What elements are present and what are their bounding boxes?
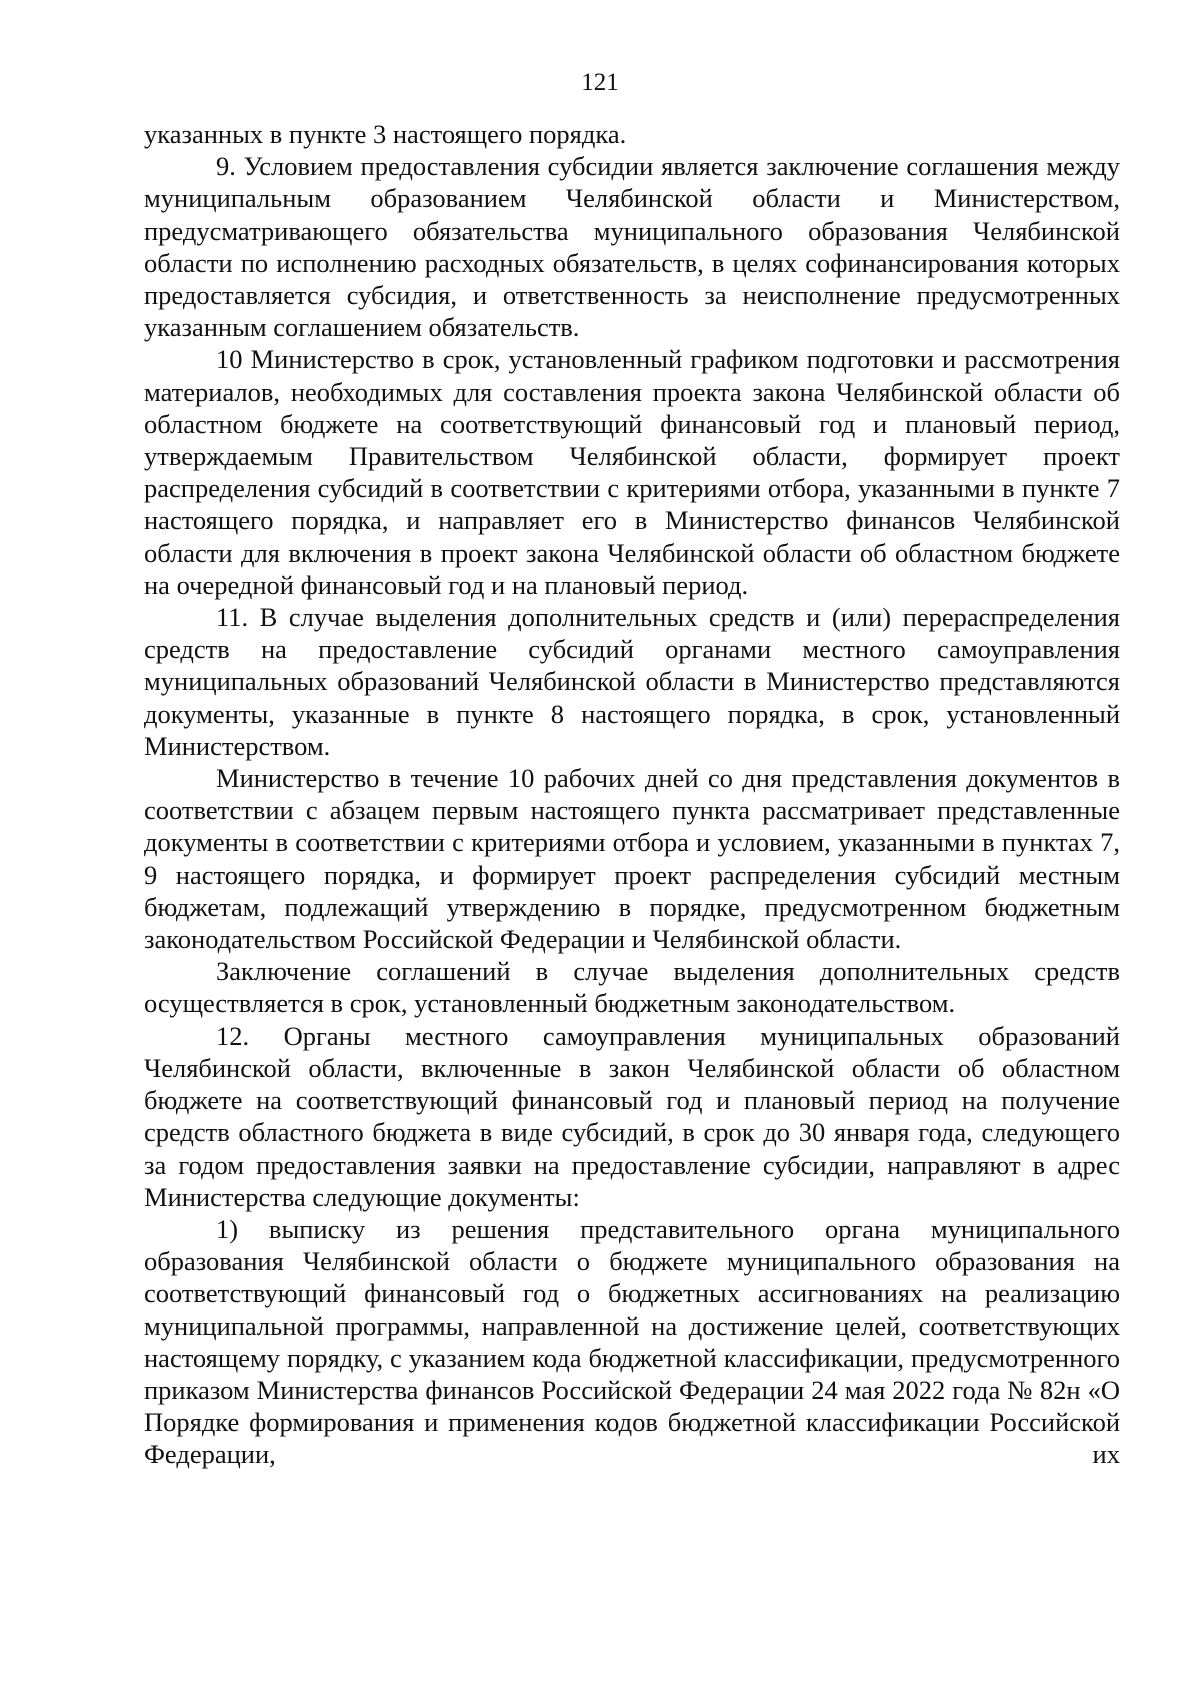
paragraph-item-11: 11. В случае выделения дополнительных средств и (или) перераспределения средств на предоставление субсидий органами местного самоуправления муниципальных образований Челябинской области в Министерство представляются документы, указанные в пункте 8 настоящего порядка, в срок, установленный Министерством. (144, 602, 1120, 761)
paragraph-continuation: указанных в пункте 3 настоящего порядка. (144, 119, 627, 149)
paragraph-item-11-part-2: Министерство в течение 10 рабочих дней со дня представления документов в соответствии с абзацем первым настоящего пункта рассматривает представленные документы в соответствии с критериями отбора и условием, указанными в пунктах 7, 9 настоящего порядка, и формирует проект распределения субсидий местным бюджетам, подлежащий утверждению в порядке, предусмотренном бюджетным законодательством Российской Федерации и Челябинской области. (144, 763, 1120, 955)
paragraph-item-12: 12. Органы местного самоуправления муниципальных образований Челябинской области, включенные в закон Челябинской области об областном бюджете на соответствующий финансовый год и плановый период на получение средств областного бюджета в виде субсидий, в срок до 30 января года, следующего за годом предоставления заявки на предоставление субсидии, направляют в адрес Министерства следующие документы: (144, 1020, 1120, 1212)
document-body (144, 118, 1120, 1471)
paragraph-item-10: 10 Министерство в срок, установленный графиком подготовки и рассмотрения материалов, необходимых для составления проекта закона Челябинской области об областном бюджете на соответствующий финансовый год и плановый период, утверждаемым Правительством Челябинской области, формирует проект распределения субсидий в соответствии с критериями отбора, указанными в пункте 7 настоящего порядка, и направляет его в Министерство финансов Челябинской области для включения в проект закона Челябинской области об областном бюджете на очередной финансовый год и на плановый период. (144, 344, 1120, 600)
page-number: 121 (581, 69, 619, 96)
paragraph-item-12-subitem-1: 1) выписку из решения представительного органа муниципального образования Челябинской области о бюджете муниципального образования на соответствующий финансовый год о бюджетных ассигнованиях на реализацию муниципальной программы, направленной на достижение целей, соответствующих настоящему порядку, с указанием кода бюджетной классификации, предусмотренного приказом Министерства финансов Российской Федерации 24 мая 2022 года № 82н «О Порядке формирования и применения кодов бюджетной классификации Российской Федерации, их (144, 1213, 1120, 1470)
paragraph-item-11-part-3: Заключение соглашений в случае выделения дополнительных средств осуществляется в срок, установленный бюджетным законодательством. (144, 956, 1120, 1019)
paragraph-item-9: 9. Условием предоставления субсидии является заключение соглашения между муниципальным образованием Челябинской области и Министерством, предусматривающего обязательства муниципального образования Челябинской области по исполнению расходных обязательств, в целях софинансирования которых предоставляется субсидия, и ответственность за неисполнение предусмотренных указанным соглашением обязательств. (144, 151, 1120, 343)
